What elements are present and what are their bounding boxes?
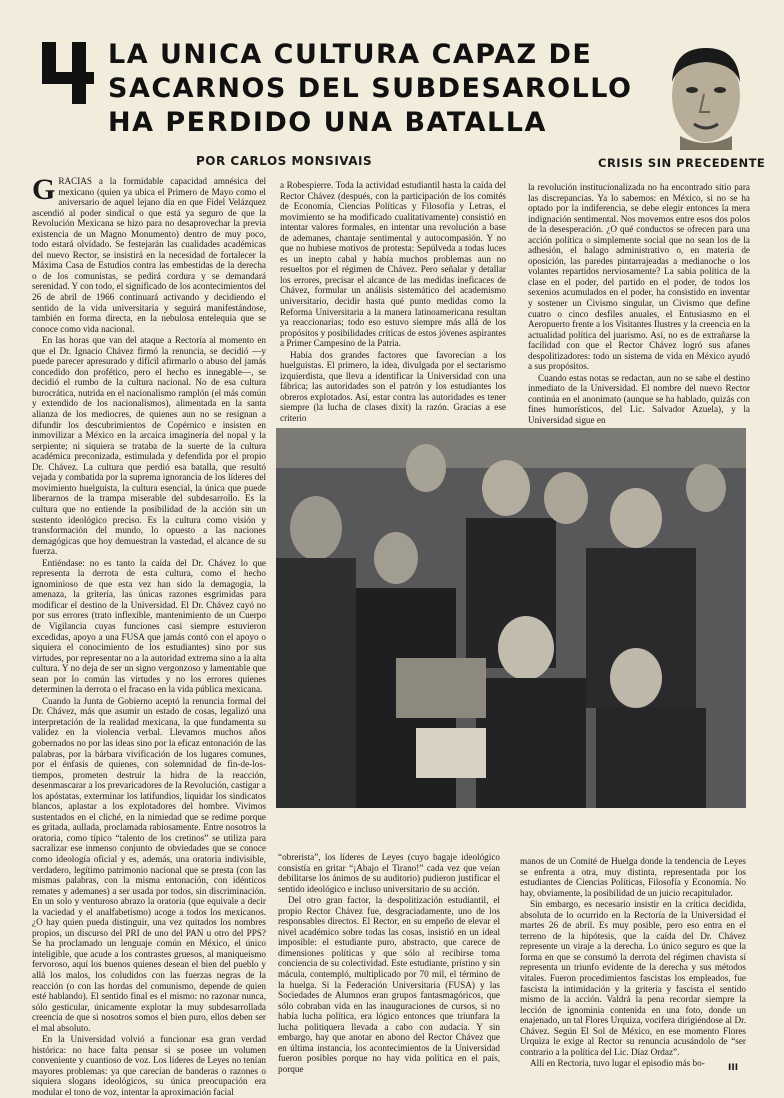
- column-2-top: [280, 180, 506, 424]
- headline: [108, 38, 633, 140]
- paragraph: “obrerista”, los líderes de Leyes (cuyo bagaje ideológico consistía en gritar “¡Abajo el Tirano!” cada vez que veían debilitarse los ánimos de su auditorio) pudieron justificar el sentido ideológico e incluso universitario de su acción.: [278, 852, 500, 894]
- paragraph: Del otro gran factor, la despolitización estudiantil, el propio Rector Chávez fue, desgraciadamente, uno de los responsables directos. El Rector, en su empeño de elevar el nivel académico sobre todas las cosas, insistió en un ideal imposible: el estudiante puro, abstracto, que carece de dimensiones políticas y que sólo al recibirse toma conciencia de su colectividad. Este estudiante, prístino y sin mácula, contempló, multiplicado por 70 mil, el término de la huelga. Si la Federación Universitaria (FUSA) y las Sociedades de Alumnos eran grupos fantasmagóricos, que sólo cobraban vida en las inauguraciones de cursos, si no había lucha política, era lógico entonces que triunfara la lucha politiquera llevada a cabo con audacia. Y sin embargo, hay que anotar en abono del Rector Chávez que en última instancia, los acontecimientos de la Universidad fueron posibles porque no hay vida política en el país, porque: [278, 895, 500, 1074]
- opening-paragraph: RACIAS a la formidable capacidad amnésica del mexicano (quien ya ubica el Primero de Mayo como el aniversario de aquel lejano día en que Fidel Velázquez ascendió al poder sindical o que está ya seguro de que la Revolución Mexicana se hizo para no desaprovechar la previa existencia de un Magno Monumento) dentro de muy poco, todo estará olvidado. Se festejarán las cualidades académicas del nuevo Rector, se insistirá en la necesidad de fortalecer la Máxima Casa de Estudios contra las embestidas de la derecha o de los comunistas, se pedirá cordura y se demandará serenidad. Y con todo, el significado de los acontecimientos del 26 de abril de 1966 continuará activando y decidiendo el sentido de la vida universitaria y seguirá manifestándose, también en forma directa, en la nebulosa entelequia que se conoce como vida nacional.: [32, 176, 266, 334]
- drop-cap: G: [32, 173, 56, 206]
- headline-line-2: SACARNOS DEL SUBDESAROLLO: [108, 73, 633, 104]
- column-3-top: [528, 182, 750, 426]
- paragraph: Entiéndase: no es tanto la caída del Dr. Chávez lo que representa la derrota de esta cultura, como el hecho ignominioso de que esta vez han sido la demagogia, la amenaza, la gritería, las únicas razones esgrimidas para modificar el destino de la Universidad. El Dr. Chávez cayó no por sus errores (trato inflexible, mantenimiento de un Cuerpo de Vigilancia cuyas funciones casi siempre estuvieron excedidas, apoyo a una FUSA que jamás contó con el apoyo o siquiera el conocimiento de los estudiantes) sino por sus virtudes, por representar no a la autoridad extrema sino a la alta cultura. Y no deja de ser un signo vergonzoso y lamentable que sean por lo común las virtudes y no los errores quienes determinen la derrota o el fracaso en la vida pública mexicana.: [32, 557, 266, 695]
- byline: POR CARLOS MONSIVAIS: [196, 154, 373, 168]
- headline-line-1: LA UNICA CULTURA CAPAZ DE: [108, 39, 593, 70]
- paragraph: En la Universidad volvió a funcionar esa gran verdad histórica: no hace falta pensar si se posee un volumen conveniente y cuantioso de voz. Los líderes de Leyes no tenían mayores problemas: ya que carecían de banderas o razones o siquiera slogans ideológicos, su única preocupación era modular el tono de voz, intentar la aproximación facial: [32, 1034, 266, 1098]
- column-2-bottom: [278, 852, 500, 1074]
- page-number: III: [728, 1063, 739, 1073]
- paragraph: Había dos grandes factores que favorecían a los huelguistas. El primero, la idea, divulgada por el sectarismo izquierdista, que lleva a identificar la Universidad con una fábrica; las autoridades son el patrón y los estudiantes los obreros explotados. Así, estar contra las autoridades es tener siempre (la lucha de clases dixit) la razón. Gracias a ese criterio: [280, 349, 506, 424]
- paragraph: Cuando la Junta de Gobierno aceptó la renuncia formal del Dr. Chávez, más que asumir un estado de cosas, legalizó una interpretación de la realidad mexicana, la que fundamenta su validez en la violencia verbal. Llevamos muchos años gobernados no por las ideas sino por la eficaz entonación de las palabras, por la bárbara vivificación de los lugares comunes, por el énfasis de quienes, con solemnidad de fin-de-los-tiempos, prometen destruir la hidra de la reacción, desenmascarar a los prevaricadores de la Revolución, castigar a los apóstatas, exterminar los latifundios, liquidar los sindicatos blancos, aplastar a los explotadores del hombre. Vivimos sustentados en el cliché, en la nimiedad que se redime porque es gritada, aullada, proclamada rabiosamente. Entre nosotros la oratoria, como típico “talento de los cretinos” se utiliza para sacralizar ese inmenso conjunto de obviedades que se conoce como ideología oficial y es, además, una oratoria indivisible, verdadero, legítimo patrimonio nacional que se presta (con las mismas palabras, con la misma entonación, con idénticos remates y ademanes) a ser usada por todos, sin discriminación. En un solo y venturoso abrazo la oratoria (que equivale a decir la vaciedad y el analfabetismo) acoge a todos los mexicanos. ¿O hay quien pueda distinguir, una vez quitados los nombres propios, un discurso del PRI de uno del PAN u otro del PPS? Se ha proclamado un lenguaje común en México, el único inteligible, que acude a los contrastes gruesos, al maniqueísmo fervoroso, aquí los buenos quienes desean el bien del pueblo y allá los malos, los coludidos con las fuerzas negras de la reacción (o con las hordas del comunismo, depende de quien esté hablando). El sentido final es el mismo: no razonar nunca, sólo gesticular, únicamente explotar la muy subdesarrollada creencia de que si nosotros somos el bien puro, ellos deben ser el mal absoluto.: [32, 695, 266, 1033]
- article-number-graphic: [36, 38, 98, 108]
- paragraph: En las horas que van del ataque a Rectoría al momento en que el Dr. Ignacio Chávez firmó la renuncia, se decidió —y puede parecer apresurado y difícil afirmarlo o abuso del jamás concedido don profético, pero el hecho es innegable—, se decidió el rumbo de la cultura nacional. No de esa cultura burocrática, nutrida en el nacionalismo ramplón (el más común y extendido de los nacionalismos), alimentada en la santa alianza de los mediocres, de quienes aun no se resignan a difundir los descubrimientos de Copérnico e insisten en inmovilizar a México en la arcaica imaginería del nopal y la serpiente; ni siquiera se trataba de la suerte de la cultura académica preconizada, estimulada y defendida por el propio Dr. Chávez. La cultura que perdió esa batalla, que resultó vejada y combatida por la suprema ignorancia de los líderes del movimiento huelguista, la cultura esencial, la única que puede liberarnos de la trampa miserable del subdesarrollo. Es la cultura que no entiende la posibilidad de la acción sin un sustento ideológico preciso. Es la cultura como visión y transformación del mundo, lo opuesto a las naciones demagógicas que hoy demuestran la vastedad, el alcance de su fuerza.: [32, 335, 266, 557]
- paragraph: a Robespierre. Toda la actividad estudiantil hasta la caída del Rector Chávez (después, con la participación de los comités de Economía, Ciencias Políticas y Filosofía y Letras, el movimiento se ha modificado cualitativamente) consistió en intentar valores formales, en intentar una revolución a base de ademanes, chantaje sentimental y autocompasión. Y no que no hubiese motivos de protesta: Sepúlveda a todas luces es un inepto cabal y había muchos problemas aun no resueltos por el régimen de Chávez. Pero señalar y detallar los errores, precisar el alcance de las medidas ineficaces de Chávez, formular un análisis sistemático del academismo universitario, decidir hasta qué punto medidas como la Reforma Universitaria a la manera latinoamericana resultan ya reaccionarias; todo eso estuvo siempre más allá de los propósitos y posibilidades críticas de estos jóvenes aspirantes a Primer Campesino de la Patria.: [280, 180, 506, 349]
- paragraph: Cuando estas notas se redactan, aun no se sabe el destino inmediato de la Universidad. El nombre del nuevo Rector continúa en el anonimato (aunque se ha hablado, quizás con fines humorísticos, del Lic. Salvador Azuela), y la Universidad sigue en: [528, 372, 750, 426]
- paragraph: la revolución institucionalizada no ha encontrado sitio para las discrepancias. Ya lo sabemos: en México, si no se ha optado por la indiferencia, se debe elegir entonces la mera indignación sentimental. Nos movemos entre esos dos polos de la desesperación. ¿O qué conductos se ofrecen para una acción política o simplemente social que no sean los de la adhesión, el halago administrativo o, en materia de oposición, las paredes pintarrajeadas a medianoche o los volantes repartidos nerviosamente? La sabia política de la clase en el poder, del partido en el poder, de todos los sexenios acumulados en el poder, ha consistido en inventar y sostener un Civismo singular, un Civismo que define cuatro o cinco desfiles anuales, el Entusiasmo en el Aeropuerto frente a los Visitantes Ilustres y la creencia en la actualidad política del juarismo. Así, no es de extrañarse la facilidad con que el Rector Chávez logró sus afanes despolitizadores: todo un sistema de vida en México ayudó a sus propósitos.: [528, 182, 750, 372]
- headline-line-3: HA PERDIDO UNA BATALLA: [108, 107, 547, 138]
- paragraph: Sin embargo, es necesario insistir en la crítica decidida, absoluta de lo ocurrido en la Rectoría de la Universidad el martes 26 de abril. Es muy posible, pero eso entra en el terreno de la hipótesis, que la caída del Dr. Chávez represente un viraje a la derecha. Lo único seguro es que la forma en que se consumó la derrota del régimen chavista sí representa un triunfo evidente de la derecha y sus métodos vitales. Fueron procedimientos fascistas los empleados, fue fascista la intimidación y la gritería y fascista el sentido mismo de la acción. Valdrá la pena recordar siempre la lección de ignominia contenida en una foto, donde un enajenado, un tal Flores Urquiza, vocifera dirigiéndose al Dr. Chávez. Según El Sol de México, en ese momento Flores Urquiza le exige al Rector su renuncia acusándolo de “ser contrario a la política del Lic. Díaz Ordaz”.: [520, 899, 746, 1057]
- column-1: [32, 173, 266, 1098]
- section-label: CRISIS SIN PRECEDENTE: [598, 156, 766, 170]
- news-photo: [276, 428, 746, 808]
- paragraph: manos de un Comité de Huelga donde la tendencia de Leyes se enfrenta a otra, muy distinta, representada por los estudiantes de Ciencias Políticas, Filosofía y Economía. No hay, obviamente, la posibilidad de un juicio recapitulador.: [520, 856, 746, 898]
- paragraph: Allí en Rectoría, tuvo lugar el episodio más bo-: [530, 1058, 705, 1069]
- author-portrait: [664, 42, 748, 150]
